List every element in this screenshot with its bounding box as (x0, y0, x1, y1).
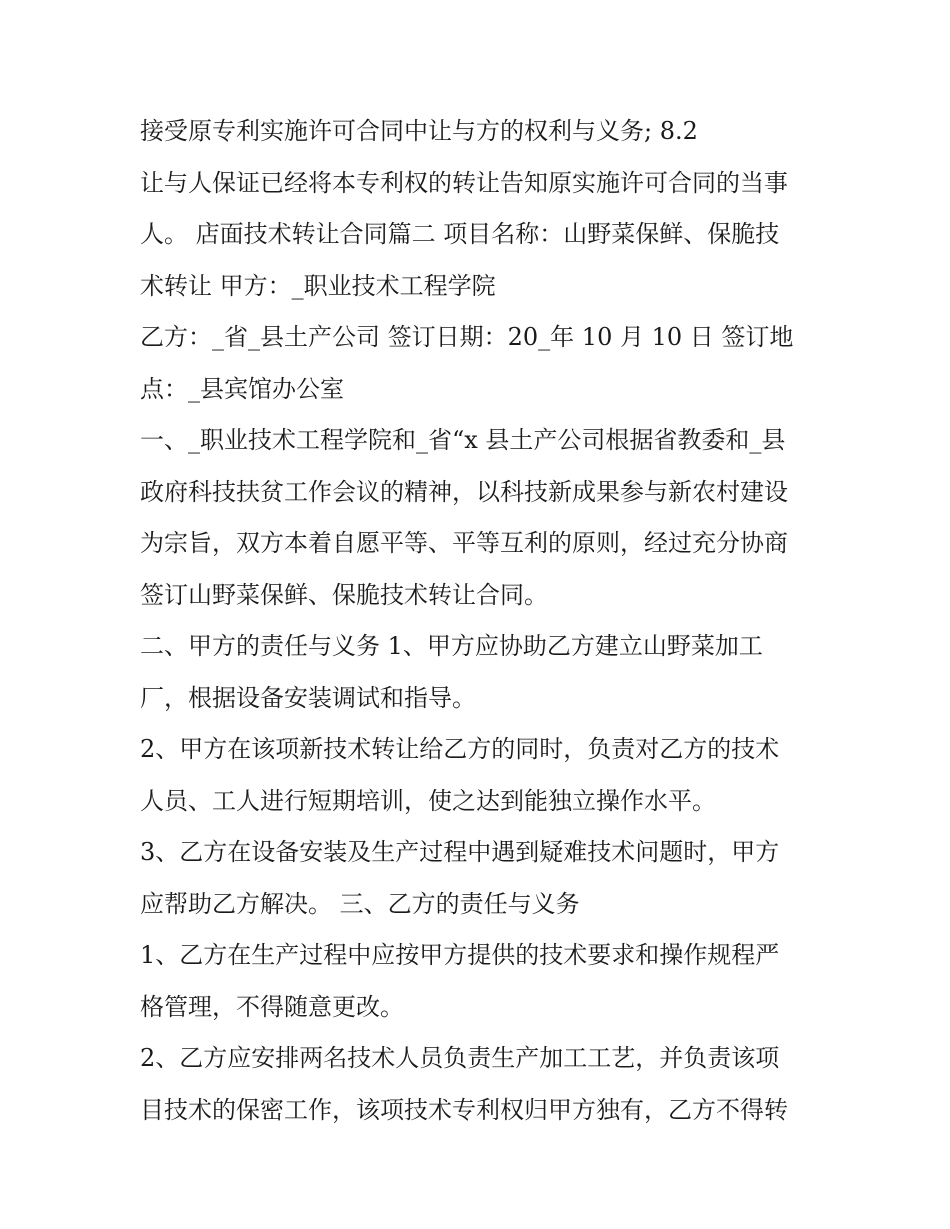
text-line: 一、_职业技术工程学院和_省“x 县土产公司根据省教委和_县 (140, 426, 786, 454)
document-body (140, 107, 830, 1137)
text-line: 人。 店面技术转让合同篇二 项目名称：山野菜保鲜、保脆技 (140, 220, 780, 248)
text-line: 接受原专利实施许可合同中让与方的权利与义务; 8.2 (140, 117, 698, 145)
text-line: 2、甲方在该项新技术转让给乙方的同时，负责对乙方的技术 (140, 735, 780, 763)
text-line: 目技术的保密工作，该项技术专利权归甲方独有，乙方不得转 (140, 1095, 788, 1124)
text-line: 签订山野菜保鲜、保脆技术转让合同。 (140, 580, 548, 609)
text-line: 乙方：_省_县土产公司 签订日期：20_年 10 月 10 日 签订地 (140, 323, 794, 351)
text-line: 2、乙方应安排两名技术人员负责生产加工工艺，并负责该项 (140, 1044, 780, 1072)
text-line: 为宗旨，双方本着自愿平等、平等互利的原则，经过充分协商 (140, 529, 788, 557)
text-line: 术转让 甲方：_职业技术工程学院 (140, 271, 496, 300)
text-line: 让与人保证已经将本专利权的转让告知原实施许可合同的当事 (140, 168, 788, 197)
text-line: 厂，根据设备安装调试和指导。 (140, 683, 476, 712)
text-line: 政府科技扶贫工作会议的精神，以科技新成果参与新农村建设 (140, 477, 788, 506)
text-line: 人员、工人进行短期培训，使之达到能独立操作水平。 (140, 786, 716, 815)
text-line: 格管理，不得随意更改。 (140, 992, 404, 1021)
text-line: 点：_县宾馆办公室 (140, 374, 344, 403)
text-line: 应帮助乙方解决。 三、乙方的责任与义务 (140, 889, 580, 918)
text-line: 3、乙方在设备安装及生产过程中遇到疑难技术问题时，甲方 (140, 838, 780, 866)
text-line: 1、乙方在生产过程中应按甲方提供的技术要求和操作规程严 (140, 941, 780, 969)
text-line: 二、甲方的责任与义务 1、甲方应协助乙方建立山野菜加工 (140, 632, 763, 660)
